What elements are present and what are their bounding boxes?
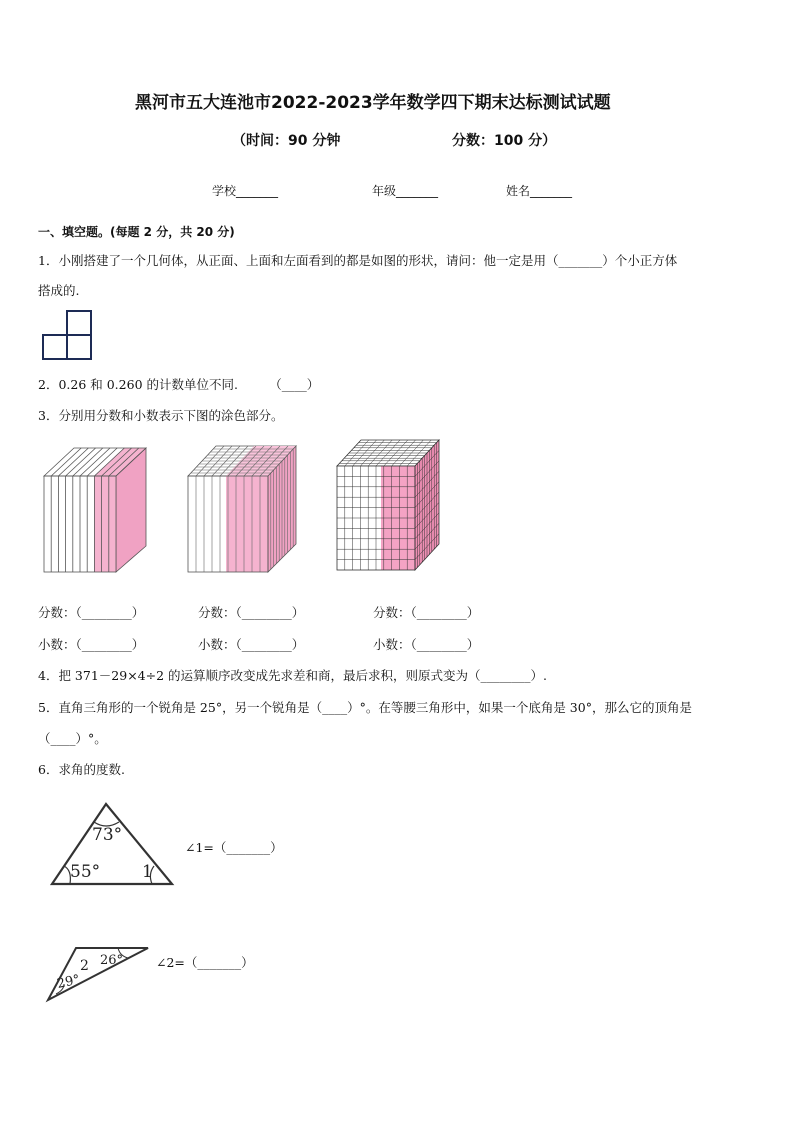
triangle-figure-2	[44, 944, 154, 1004]
fraction-answer-2[interactable]: 分数：（________）	[198, 605, 305, 620]
triangle1-left-angle: 55°	[70, 862, 101, 882]
question-4: 4．把 371－29×4÷2 的运算顺序改变成先求差和商，最后求积，则原式变为（________）.	[38, 668, 547, 683]
name-field: 姓名_______	[506, 184, 573, 198]
cube-view-figure	[42, 310, 94, 360]
angle-1-answer[interactable]: ∠1=（_______）	[185, 840, 283, 855]
triangle2-angle-29: 29°	[55, 972, 82, 992]
triangle-figure-1	[48, 800, 178, 890]
page-title: 黑河市五大连池市2022-2023学年数学四下期末达标测试试题	[135, 93, 611, 113]
grade-field: 年级_______	[372, 184, 439, 198]
angle-2-answer[interactable]: ∠2=（_______）	[156, 955, 254, 970]
decimal-answer-2[interactable]: 小数：（________）	[198, 637, 305, 652]
shaded-block-figure-2	[186, 440, 298, 575]
triangle2-label-2: 2	[80, 958, 89, 974]
fraction-answer-3[interactable]: 分数：（________）	[373, 605, 480, 620]
triangle2-angle-26: 26°	[100, 953, 124, 968]
shaded-block-figure-3	[335, 436, 441, 576]
triangle1-top-angle: 73°	[92, 825, 123, 845]
decimal-answer-3[interactable]: 小数：（________）	[373, 637, 480, 652]
question-6: 6．求角的度数.	[38, 762, 125, 777]
question-5-line-2: （____）°。	[38, 731, 107, 746]
decimal-answer-1[interactable]: 小数：（________）	[38, 637, 145, 652]
question-5-line-1: 5．直角三角形的一个锐角是 25°，另一个锐角是（____）°。在等腰三角形中，如果一个底角是 30°，那么它的顶角是	[38, 700, 692, 715]
exam-time: （时间：90 分钟	[232, 133, 341, 149]
question-2: 2．0.26 和 0.260 的计数单位不同. （____）	[38, 377, 320, 392]
question-1-line-1: 1．小刚搭建了一个几何体，从正面、上面和左面看到的都是如图的形状，请问：他一定是用（_______）个小正方体	[38, 253, 678, 268]
exam-score: 分数：100 分）	[452, 133, 557, 149]
fraction-answer-1[interactable]: 分数：（________）	[38, 605, 145, 620]
shaded-block-figure-1	[42, 440, 152, 575]
triangle1-angle-label: 1	[142, 862, 153, 882]
question-3: 3．分别用分数和小数表示下图的涂色部分。	[38, 408, 284, 423]
section-heading: 一、填空题。(每题 2 分，共 20 分)	[38, 225, 235, 239]
school-field: 学校_______	[212, 184, 279, 198]
question-1-line-2: 搭成的.	[38, 283, 80, 298]
